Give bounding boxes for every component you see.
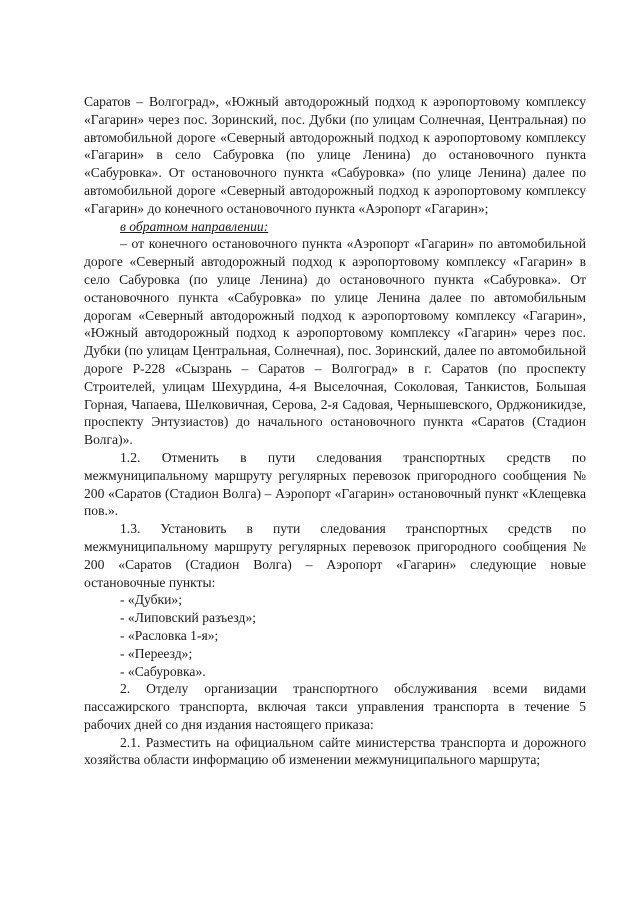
document-body <box>84 93 586 769</box>
paragraph-2-1: 2.1. Разместить на официальном сайте министерства транспорта и дорожного хозяйства области информацию об изменении межмуниципального маршрута; <box>84 734 586 768</box>
list-item-stop: - «Сабуровка». <box>120 663 206 679</box>
list-item-stop: - «Расловка 1-я»; <box>120 627 219 643</box>
list-item-stop: - «Переезд»; <box>120 645 193 661</box>
list-item-stop: - «Дубки»; <box>120 592 182 608</box>
paragraph-1-3: 1.3. Установить в пути следования транспортных средств по межмуниципальному маршруту регулярных перевозок пригородного сообщения № 200 «Саратов (Стадион Волга) – Аэропорт «Гагарин» следующие новые остановочные пункты: <box>84 521 586 590</box>
paragraph-2: 2. Отделу организации транспортного обслуживания всеми видами пассажирского транспорта, включая такси управления транспорта в течение 5 рабочих дней со дня издания настоящего приказа: <box>84 681 586 732</box>
list-item-stop: - «Липовский разъезд»; <box>120 610 257 626</box>
paragraph-route-reverse: – от конечного остановочного пункта «Аэропорт «Гагарин» по автомобильной дороге «Северный автодорожный подход к аэропортовому комплексу «Гагарин» в село Сабуровка (по улице Ленина) до остановочного пункта «Сабуровка». От остановочного пункта «Сабуровка» по улице Ленина далее по автомобильным дорогам «Северный автодорожный подход к аэропортовому комплексу «Гагарин», «Южный автодорожный подход к аэропортовому комплексу «Гагарин» через пос. Дубки (по улицам Центральная, Солнечная), пос. Зоринский, далее по автомобильной дороге Р-228 «Сызрань – Саратов – Волгоград» в г. Саратов (по проспекту Строителей, улицам Шехурдина, 4-я Выселочная, Соколовая, Танкистов, Большая Горная, Чапаева, Шелковичная, Серова, 2-я Садовая, Чернышевского, Орджоникидзе, проспекту Энтузиастов) до начального остановочного пункта «Саратов (Стадион Волга)». <box>84 236 586 448</box>
paragraph-1-2: 1.2. Отменить в пути следования транспортных средств по межмуниципальному маршруту регулярных перевозок пригородного сообщения № 200 «Саратов (Стадион Волга) – Аэропорт «Гагарин» остановочный пункт «Клещевка пов.». <box>84 449 586 519</box>
paragraph-route-forward: Саратов – Волгоград», «Южный автодорожный подход к аэропортовому комплексу «Гагарин» через пос. Зоринский, пос. Дубки (по улицам Солнечная, Центральная) по автомобильной дороге «Северный автодорожный подход к аэропортовому комплексу «Гагарин» в село Сабуровка (по улице Ленина) до остановочного пункта «Сабуровка». От остановочного пункта «Сабуровка» (по улице Ленина) далее по автомобильной дороге «Северный автодорожный подход к аэропортовому комплексу «Гагарин» до конечного остановочного пункта «Аэропорт «Гагарин»; <box>84 94 586 216</box>
subheading-text: в обратном направлении: <box>120 218 269 234</box>
subheading-reverse-direction <box>84 218 586 236</box>
